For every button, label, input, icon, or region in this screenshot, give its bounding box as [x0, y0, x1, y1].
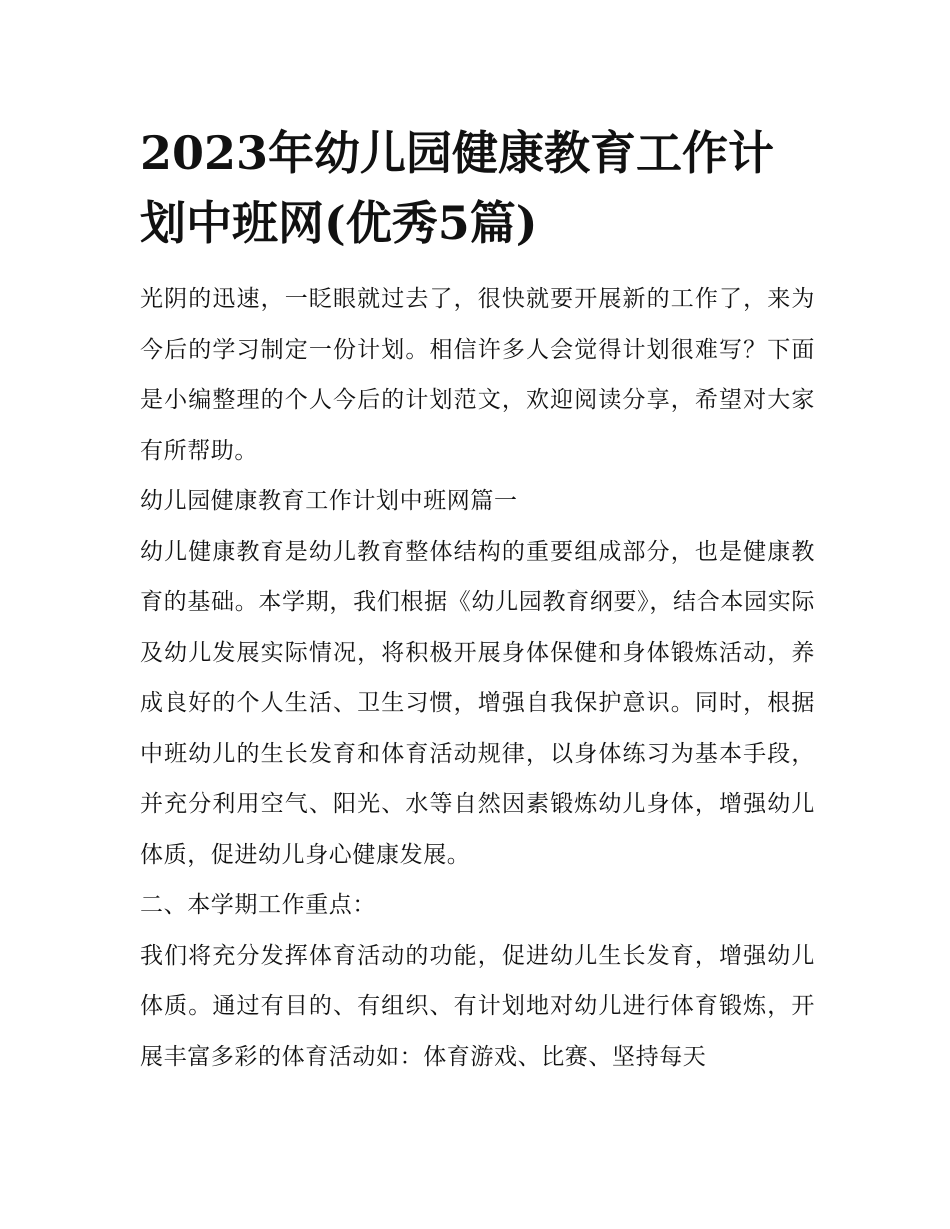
document-title: 2023年幼儿园健康教育工作计划中班网(优秀5篇)	[140, 126, 775, 250]
intro-paragraph: 光阴的迅速，一眨眼就过去了，很快就要开展新的工作了，来为今后的学习制定一份计划。相信许多人会觉得计划很难写？下面是小编整理的个人今后的计划范文，欢迎阅读分享，希望对大家有所帮助。	[140, 286, 815, 464]
section-body-2: 我们将充分发挥体育活动的功能，促进幼儿生长发育，增强幼儿体质。通过有目的、有组织、有计划地对幼儿进行体育锻炼，开展丰富多彩的体育活动如：体育游戏、比赛、坚持每天	[140, 942, 815, 1070]
section-heading-1: 幼儿园健康教育工作计划中班网篇一	[140, 488, 518, 514]
section-body-1: 幼儿健康教育是幼儿教育整体结构的重要组成部分，也是健康教育的基础。本学期，我们根据《幼儿园教育纲要》，结合本园实际及幼儿发展实际情况，将积极开展身体保健和身体锻炼活动，养成良好的个人生活、卫生习惯，增强自我保护意识。同时，根据中班幼儿的生长发育和体育活动规律，以身体练习为基本手段，并充分利用空气、阳光、水等自然因素锻炼幼儿身体，增强幼儿体质，促进幼儿身心健康发展。	[140, 538, 815, 868]
section-heading-2: 二、本学期工作重点：	[140, 892, 376, 918]
document-page	[140, 118, 815, 1082]
